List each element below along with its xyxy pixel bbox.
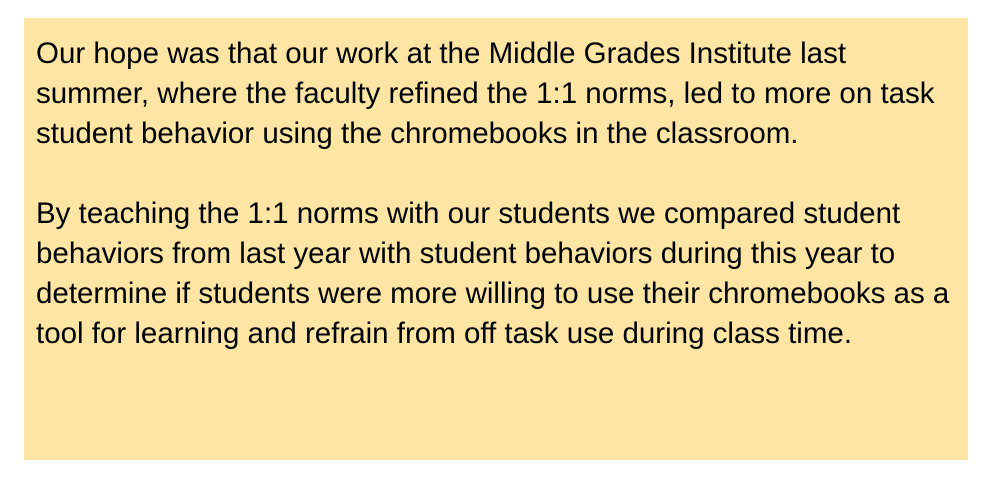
paragraph-spacer (36, 154, 956, 194)
text-note-box (24, 18, 968, 460)
note-paragraph-hope: Our hope was that our work at the Middle Grades Institute last summer, where the faculty refined the 1:1 norms, led to more on task student behavior using the chromebooks in the classroom. (36, 37, 935, 150)
note-paragraph-method: By teaching the 1:1 norms with our students we compared student behaviors from last year with student behaviors during this year to determine if students were more willing to use their chromebooks as a tool for learning and refrain from off task use during class time. (36, 197, 950, 350)
